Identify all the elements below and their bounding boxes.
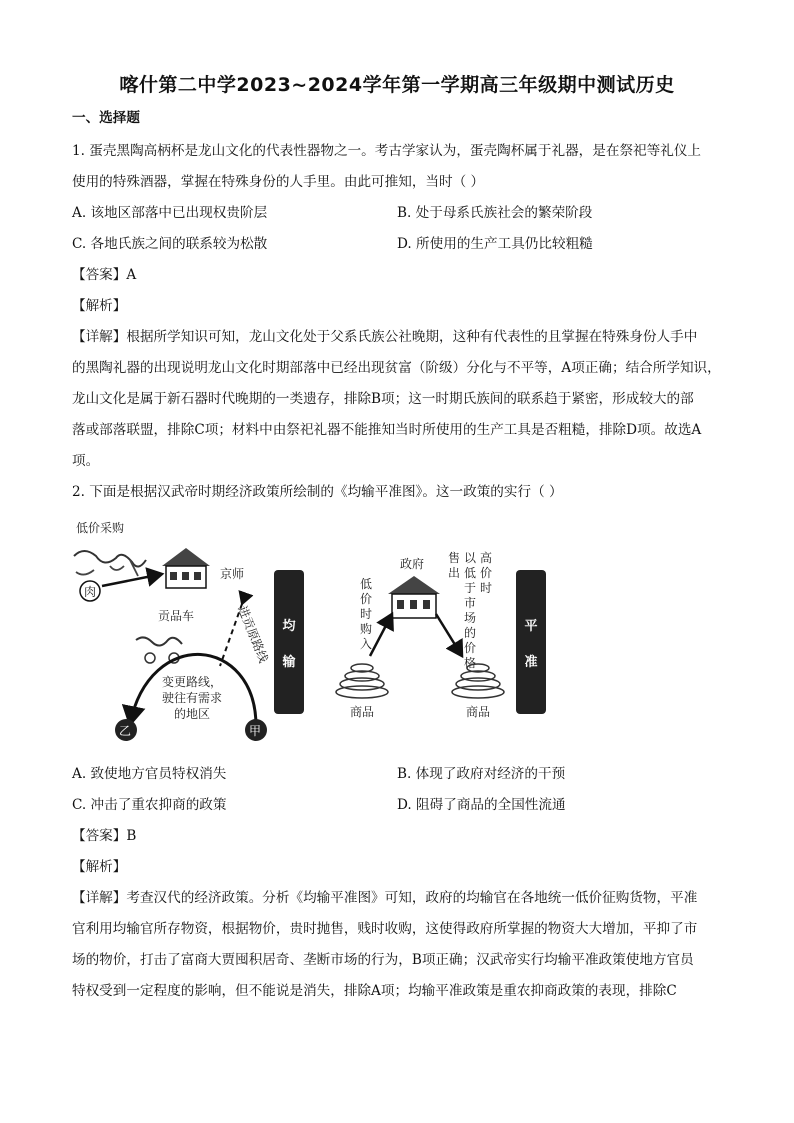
goods-pile-left-icon <box>336 664 388 698</box>
fig-low-buy-label: 低价采购 <box>76 521 125 535</box>
q2-detail-line-1: 【详解】考查汉代的经济政策。分析《均输平准图》可知，政府的均输官在各地统一低价征购货物，平准 <box>72 890 698 906</box>
q2-detail-line-3: 场的物价，打击了富商大贾囤积居奇、垄断市场的行为，B项正确；汉武帝实行均输平准政策使地方官员 <box>72 952 694 968</box>
junshu-bar <box>274 570 304 714</box>
fig-capital-label: 京师 <box>220 567 245 581</box>
svg-text:时: 时 <box>359 607 373 621</box>
fig-tribute-route-vertical <box>235 604 271 665</box>
q1-option-a: A. 该地区部落中已出现权贵阶层 <box>72 205 268 221</box>
vendor-sketch-icon <box>74 551 146 576</box>
svg-text:低: 低 <box>359 577 373 591</box>
svg-text:格: 格 <box>463 656 477 670</box>
fig-buy-low-label <box>360 577 372 651</box>
fig-goods-left-label: 商品 <box>350 705 375 719</box>
q2-option-b: B. 体现了政府对经济的干预 <box>397 766 566 782</box>
svg-text:入: 入 <box>359 637 373 651</box>
q1-option-b: B. 处于母系氏族社会的繁荣阶段 <box>397 205 593 221</box>
q1-detail-line-2: 的黑陶礼器的出现说明龙山文化时期部落中已经出现贫富（阶级）分化与不平等，A项正确；结合所学知识， <box>72 360 721 376</box>
q2-detail-line-4: 特权受到一定程度的影响，但不能说是消失，排除A项；均输平准政策是重农抑商政策的表现，排除C <box>72 983 677 999</box>
fig-tribute-cart-label: 贡品车 <box>158 609 195 623</box>
fig-sell-c-label <box>480 550 492 595</box>
svg-text:高: 高 <box>479 551 493 565</box>
pingzhun-bar <box>516 570 546 714</box>
svg-text:以: 以 <box>463 551 477 565</box>
svg-text:场: 场 <box>463 611 477 625</box>
q2-stem: 2. 下面是根据汉武帝时期经济政策所绘制的《均输平准图》。这一政策的实行（ ） <box>72 484 563 500</box>
svg-text:于: 于 <box>463 581 477 595</box>
government-building-icon <box>388 576 440 618</box>
svg-text:的: 的 <box>463 626 477 640</box>
capital-building-icon <box>162 548 210 588</box>
q2-option-c: C. 冲击了重农抑商的政策 <box>72 797 227 813</box>
svg-text:价: 价 <box>479 566 493 580</box>
q1-option-d: D. 所使用的生产工具仍比较粗糙 <box>397 236 593 252</box>
q2-detail-line-2: 官利用均输官所存物资，根据物价，贵时抛售，贱时收购，这使得政府所掌握的物资大大增加，平抑了市 <box>72 921 698 937</box>
q1-stem-line-2: 使用的特殊酒器，掌握在特殊身份的人手里。由此可推知，当时（ ） <box>72 174 485 190</box>
q2-option-d: D. 阻碍了商品的全国性流通 <box>397 797 566 813</box>
fig-yi-label: 乙 <box>119 724 132 738</box>
svg-text:低: 低 <box>463 566 477 580</box>
exam-title: 喀什第二中学2023~2024学年第一学期高三年级期中测试历史 <box>119 74 675 96</box>
fig-meat-label: 肉 <box>84 585 97 599</box>
q1-detail-line-5: 项。 <box>72 453 100 469</box>
q2-analysis-label: 【解析】 <box>72 859 127 875</box>
fig-change-route-3: 的地区 <box>174 707 211 721</box>
section-heading: 一、选择题 <box>72 110 140 126</box>
buy-arrow <box>370 614 392 656</box>
fig-change-route-1: 变更路线， <box>162 675 223 689</box>
svg-text:市: 市 <box>463 596 477 610</box>
fig-sell-b-label <box>464 551 477 670</box>
svg-text:输: 输 <box>282 655 296 670</box>
svg-text:平: 平 <box>524 619 538 634</box>
q1-stem-line-1: 1. 蛋壳黑陶高柄杯是龙山文化的代表性器物之一。考古学家认为，蛋壳陶杯属于礼器，是在祭祀等礼仪上 <box>72 143 702 159</box>
svg-text:购: 购 <box>359 622 373 636</box>
q1-detail-line-4: 落或部落联盟，排除C项；材料中由祭祀礼器不能推知当时所使用的生产工具是否粗糙，排除D项。故选A <box>72 422 702 438</box>
svg-text:出: 出 <box>447 566 461 580</box>
goods-pile-right-icon <box>452 664 504 698</box>
svg-text:均: 均 <box>282 619 296 634</box>
q1-detail-line-1: 【详解】根据所学知识可知，龙山文化处于父系氏族公社晚期，这种有代表性的且掌握在特殊身份人手中 <box>72 329 698 345</box>
junshu-pingzhun-figure <box>70 516 590 748</box>
svg-text:进贡原路线: 进贡原路线 <box>235 603 271 665</box>
sell-arrow <box>436 614 462 656</box>
q2-answer: 【答案】B <box>72 828 137 844</box>
q1-option-c: C. 各地氏族之间的联系较为松散 <box>72 236 268 252</box>
fig-government-label: 政府 <box>400 557 425 571</box>
fig-goods-right-label: 商品 <box>466 705 491 719</box>
q1-analysis-label: 【解析】 <box>72 298 127 314</box>
svg-text:准: 准 <box>524 655 538 670</box>
fig-sell-a-label <box>448 550 460 580</box>
svg-text:售: 售 <box>447 551 461 565</box>
purchase-arrow <box>102 574 162 586</box>
svg-text:价: 价 <box>359 592 373 606</box>
fig-jia-label: 甲 <box>249 724 262 738</box>
q1-answer: 【答案】A <box>72 267 137 283</box>
svg-text:时: 时 <box>479 581 493 595</box>
svg-text:价: 价 <box>463 641 477 655</box>
fig-change-route-2: 驶往有需求 <box>162 691 223 705</box>
q2-option-a: A. 致使地方官员特权消失 <box>72 766 227 782</box>
q1-detail-line-3: 龙山文化是属于新石器时代晚期的一类遗存，排除B项；这一时期氏族间的联系趋于紧密，形成较大的部 <box>72 391 694 407</box>
